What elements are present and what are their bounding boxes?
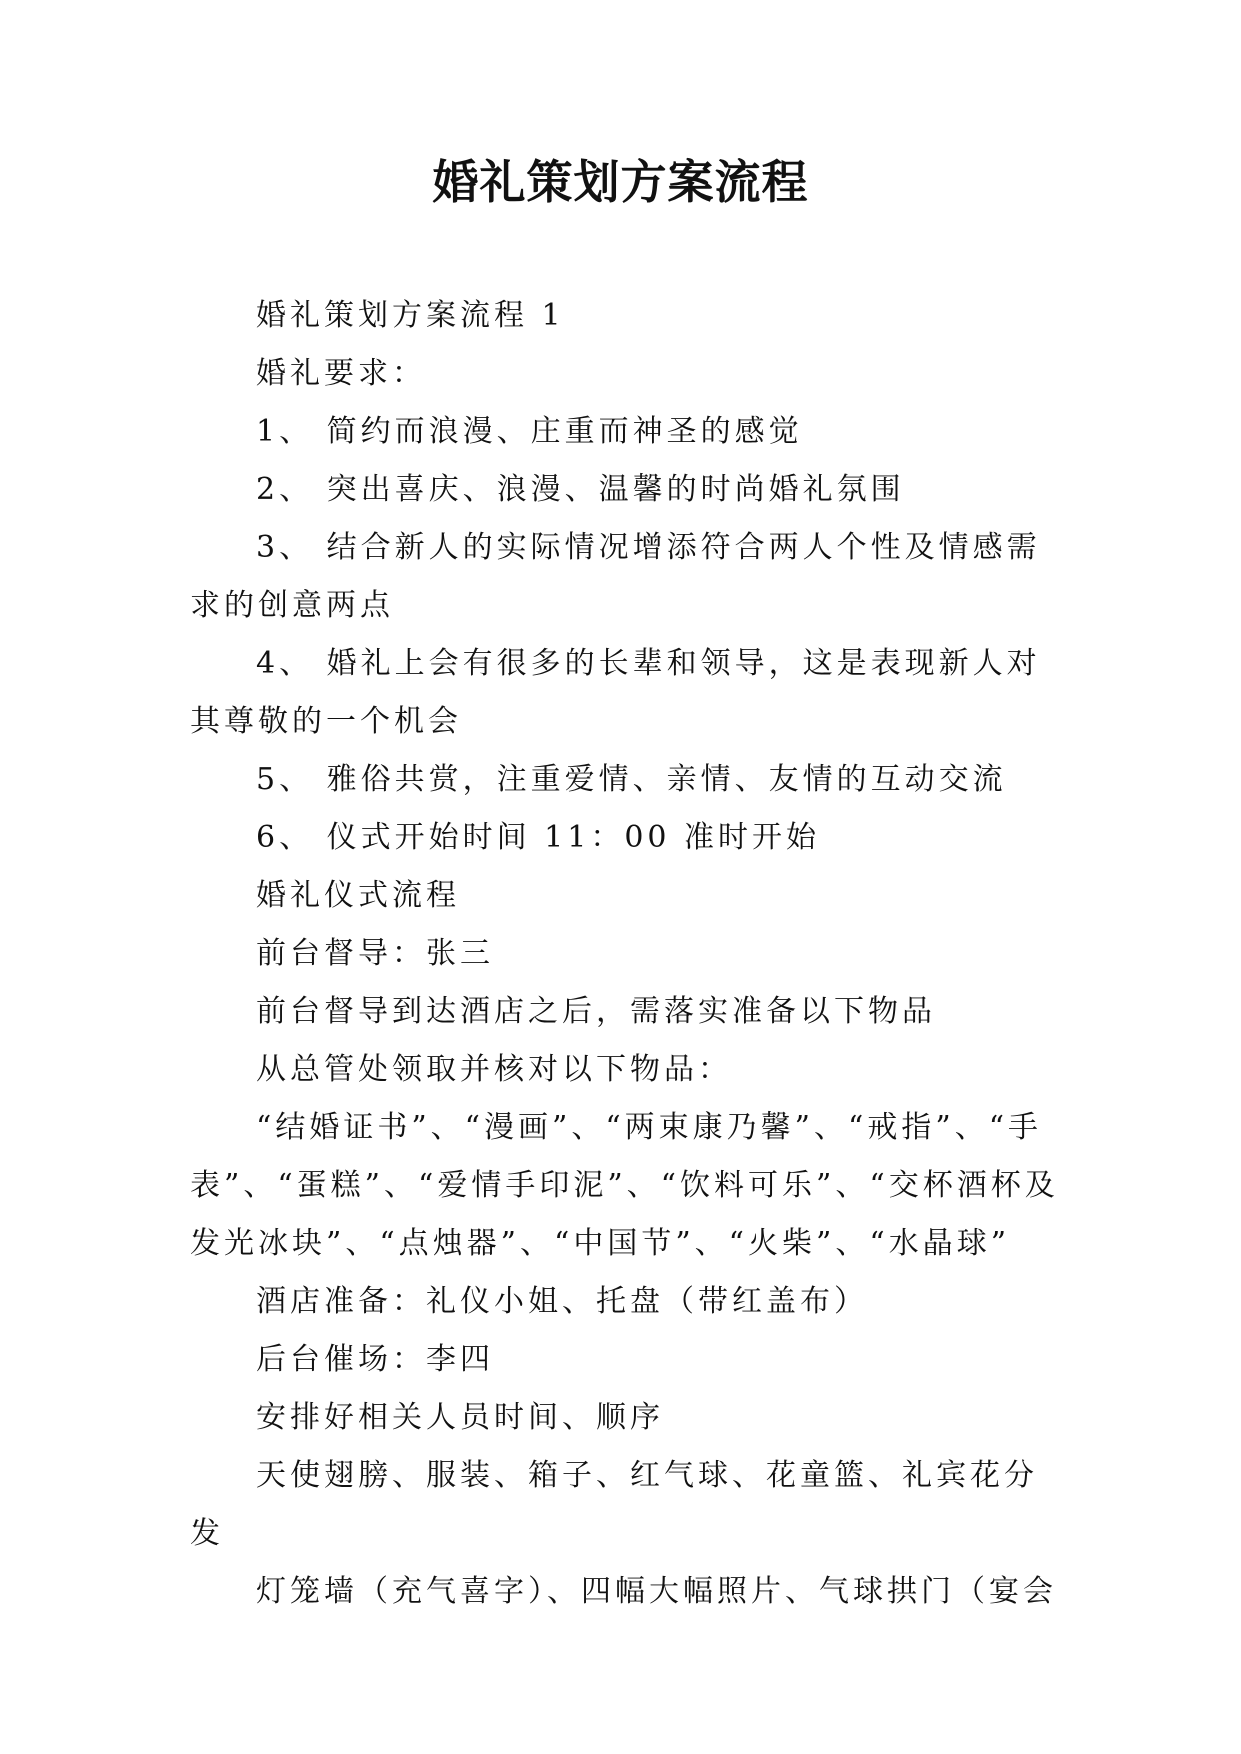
requirement-item-1: 1、 简约而浪漫、庄重而神圣的感觉: [256, 414, 803, 449]
paragraph-collect-items: 从总管处领取并核对以下物品：: [256, 1052, 732, 1087]
requirement-item-6: 6、 仪式开始时间 11：00 准时开始: [256, 820, 821, 855]
requirement-item-4: 4、 婚礼上会有很多的长辈和领导，这是表现新人对其尊敬的一个机会: [190, 646, 1041, 739]
document-body: [190, 287, 1060, 1621]
paragraph-decor: 灯笼墙（充气喜字）、四幅大幅照片、气球拱门（宴会: [256, 1574, 1057, 1609]
paragraph-front-desk-supervisor: 前台督导：张三: [256, 936, 494, 971]
paragraph-props-distribution: 天使翅膀、服装、箱子、红气球、花童篮、礼宾花分发: [190, 1458, 1038, 1551]
paragraph-backstage: 后台催场：李四: [256, 1342, 494, 1377]
paragraph-heading-1: 婚礼策划方案流程 1: [256, 298, 565, 333]
paragraph-hotel-prep: 酒店准备：礼仪小姐、托盘（带红盖布）: [256, 1284, 868, 1319]
requirement-item-3: 3、 结合新人的实际情况增添符合两人个性及情感需求的创意两点: [190, 530, 1041, 623]
paragraph-requirements-label: 婚礼要求：: [256, 356, 426, 391]
requirement-item-5: 5、 雅俗共赏，注重爱情、亲情、友情的互动交流: [256, 762, 1007, 797]
paragraph-front-desk-duties: 前台督导到达酒店之后，需落实准备以下物品: [256, 994, 936, 1029]
paragraph-item-list: “结婚证书”、“漫画”、“两束康乃馨”、“戒指”、“手表”、“蛋糕”、“爱情手印泥”、“饮料可乐”、“交杯酒杯及发光冰块”、“点烛器”、“中国节”、“火柴”、“水晶球”: [190, 1110, 1059, 1261]
paragraph-arrange-staff: 安排好相关人员时间、顺序: [256, 1400, 664, 1435]
requirement-item-2: 2、 突出喜庆、浪漫、温馨的时尚婚礼氛围: [256, 472, 905, 507]
document-title: 婚礼策划方案流程: [432, 155, 809, 209]
paragraph-ceremony-flow: 婚礼仪式流程: [256, 878, 460, 913]
